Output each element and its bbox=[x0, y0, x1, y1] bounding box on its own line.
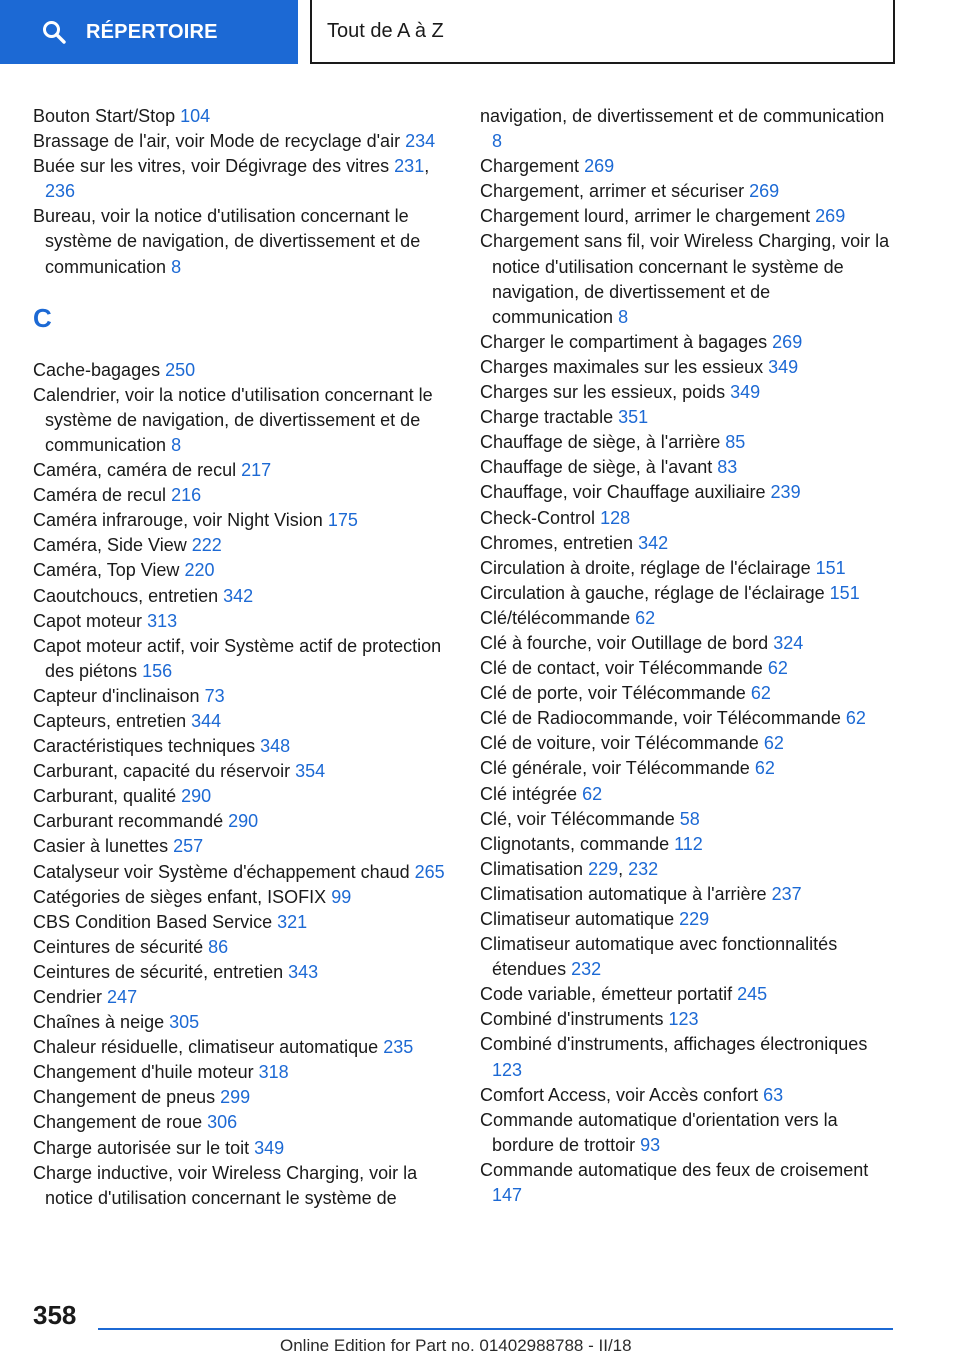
page-link[interactable]: 234 bbox=[405, 131, 436, 152]
index-entry bbox=[33, 533, 448, 558]
index-entry-text: Bouton Start/Stop bbox=[33, 106, 176, 126]
index-entry: Climatisation 229, 232 bbox=[480, 858, 659, 879]
index-entry bbox=[480, 229, 895, 329]
index-entry bbox=[480, 380, 895, 405]
page-link[interactable]: 217 bbox=[241, 460, 272, 481]
page-link[interactable]: 86 bbox=[208, 936, 229, 957]
page-link[interactable]: 344 bbox=[191, 710, 222, 731]
index-entry bbox=[480, 330, 895, 355]
index-entry bbox=[480, 355, 895, 380]
index-entry bbox=[33, 935, 448, 960]
index-entry bbox=[480, 756, 895, 781]
page-link[interactable]: 8 bbox=[171, 434, 182, 455]
index-entry-text: Changement de roue bbox=[33, 1112, 203, 1133]
index-entry bbox=[480, 179, 895, 204]
page-link[interactable]: 62 bbox=[754, 758, 775, 779]
index-entry bbox=[480, 832, 895, 857]
index-group-c bbox=[33, 358, 448, 1211]
page-link[interactable]: 73 bbox=[204, 685, 225, 706]
index-entry bbox=[33, 684, 448, 709]
index-entry-text: CBS Condition Based Service bbox=[33, 911, 273, 932]
index-entry bbox=[33, 104, 448, 129]
page-link[interactable]: 229 bbox=[588, 858, 619, 879]
page-link[interactable]: 232 bbox=[571, 959, 602, 980]
index-column-right bbox=[480, 104, 895, 1208]
tab-label: Tout de A à Z bbox=[327, 19, 444, 42]
page-link[interactable]: 231 bbox=[394, 156, 425, 177]
index-entry-text: Cache-bagages bbox=[33, 359, 161, 380]
index-entry-text: Code variable, émetteur portatif bbox=[480, 984, 733, 1005]
page-link[interactable]: 104 bbox=[180, 106, 211, 126]
index-entry-text: Chaleur résiduelle, climatiseur automatique bbox=[33, 1037, 379, 1058]
index-entry bbox=[33, 834, 448, 859]
index-entry-text: Caméra infrarouge, voir Night Vision bbox=[33, 510, 323, 531]
index-entry-text: Clé de porte, voir Télécommande bbox=[480, 683, 746, 704]
page-link[interactable]: 123 bbox=[668, 1009, 699, 1030]
page-link[interactable]: 151 bbox=[815, 557, 846, 578]
page-link[interactable]: 305 bbox=[169, 1012, 200, 1033]
index-entry bbox=[480, 1007, 895, 1032]
index-entry-text: Chauffage, voir Chauffage auxiliaire bbox=[480, 482, 766, 503]
index-entry bbox=[480, 631, 895, 656]
index-entry-text: Charge inductive, voir Wireless Charging, voir la notice d'utilisation concernant le système de bbox=[33, 1162, 418, 1208]
page-link[interactable]: 62 bbox=[767, 658, 788, 679]
page-link[interactable]: 112 bbox=[674, 833, 703, 854]
index-entry-text: Circulation à gauche, réglage de l'éclairage bbox=[480, 582, 825, 603]
index-entry bbox=[33, 508, 448, 533]
section-letter: C bbox=[33, 302, 52, 333]
index-entry bbox=[33, 910, 448, 935]
index-entry bbox=[33, 1060, 448, 1085]
index-entry-text: Clé de voiture, voir Télécommande bbox=[480, 733, 759, 754]
index-entry bbox=[480, 1108, 895, 1158]
index-entry bbox=[33, 1161, 448, 1211]
index-entry bbox=[33, 1110, 448, 1135]
index-entry bbox=[480, 480, 895, 505]
index-entry-text: Chromes, entretien bbox=[480, 532, 634, 553]
index-entry-text: Casier à lunettes bbox=[33, 836, 169, 857]
page-link[interactable]: 232 bbox=[628, 858, 659, 879]
index-entry bbox=[33, 383, 448, 458]
page-link[interactable]: 222 bbox=[191, 535, 222, 556]
index-entry-text: navigation, de divertissement et de communication bbox=[480, 106, 885, 126]
index-entry bbox=[480, 154, 895, 179]
index-entry bbox=[480, 656, 895, 681]
page-link[interactable]: 175 bbox=[327, 510, 358, 531]
page-link[interactable]: 229 bbox=[679, 909, 710, 929]
index-entry bbox=[33, 1035, 448, 1060]
index-entry bbox=[33, 734, 448, 759]
index-entry bbox=[480, 581, 895, 606]
index-entry-text: Changement de pneus bbox=[33, 1087, 216, 1108]
page-link[interactable]: 349 bbox=[254, 1137, 285, 1158]
page-link[interactable]: 8 bbox=[618, 306, 629, 327]
index-entry-text: Carburant, capacité du réservoir bbox=[33, 761, 291, 782]
page-link[interactable]: 250 bbox=[165, 359, 196, 380]
page-link[interactable]: 269 bbox=[584, 156, 615, 177]
index-entry bbox=[33, 634, 448, 684]
index-entry-text: Buée sur les vitres, voir Dégivrage des vitres bbox=[33, 156, 390, 177]
index-entry bbox=[33, 759, 448, 784]
index-entry bbox=[33, 809, 448, 834]
index-entry-text: Charges sur les essieux, poids bbox=[480, 382, 726, 403]
index-entry-text: Comfort Access, voir Accès confort bbox=[480, 1084, 759, 1105]
index-entry-text: Charger le compartiment à bagages bbox=[480, 331, 768, 352]
page-link[interactable]: 299 bbox=[220, 1087, 251, 1108]
page-link[interactable]: 62 bbox=[750, 683, 771, 704]
index-entry bbox=[480, 104, 895, 154]
index-entry bbox=[480, 606, 895, 631]
index-entry-text: Clé générale, voir Télécommande bbox=[480, 758, 750, 779]
index-entry-text: Carburant, qualité bbox=[33, 786, 177, 807]
index-entry-text: Capteur d'inclinaison bbox=[33, 685, 200, 706]
index-entry-text: Clignotants, commande bbox=[480, 833, 670, 854]
index-entry-text: Chauffage de siège, à l'arrière bbox=[480, 432, 721, 453]
index-entry-text: Combiné d'instruments bbox=[480, 1009, 664, 1030]
index-entry-text: Clé, voir Télécommande bbox=[480, 808, 675, 829]
index-entry-text: Charge autorisée sur le toit bbox=[33, 1137, 250, 1158]
index-group-c-continued bbox=[480, 104, 895, 1208]
page-link[interactable]: 62 bbox=[763, 733, 784, 754]
index-entry-text: Chargement bbox=[480, 156, 580, 177]
page-link[interactable]: 348 bbox=[260, 736, 291, 757]
index-entry-text: Clé/télécommande bbox=[480, 607, 631, 628]
index-entry-text: Chargement sans fil, voir Wireless Charging, voir la notice d'utilisation concernant le système de navigation, de divertissement et de communication bbox=[480, 231, 890, 327]
index-entry-text: Climatisation automatique à l'arrière bbox=[480, 883, 767, 904]
search-icon bbox=[42, 20, 66, 44]
page-link[interactable]: 265 bbox=[414, 861, 445, 882]
index-entry-text: Clé de Radiocommande, voir Télécommande bbox=[480, 708, 841, 729]
index-entry bbox=[33, 129, 448, 154]
index-entry bbox=[480, 1158, 895, 1208]
index-entry-text: Combiné d'instruments, affichages électroniques bbox=[480, 1034, 868, 1055]
page-link[interactable]: 306 bbox=[207, 1112, 238, 1133]
index-entry-text: Changement d'huile moteur bbox=[33, 1062, 254, 1083]
index-entry bbox=[33, 358, 448, 383]
index-entry bbox=[33, 885, 448, 910]
page-link[interactable]: 235 bbox=[383, 1037, 414, 1058]
page-link[interactable]: 93 bbox=[640, 1134, 661, 1155]
index-entry-text: Caméra de recul bbox=[33, 485, 167, 506]
index-entry bbox=[480, 1083, 895, 1108]
index-entry bbox=[33, 1010, 448, 1035]
page-link[interactable]: 342 bbox=[638, 532, 669, 553]
index-entry-text: Caoutchoucs, entretien bbox=[33, 585, 219, 606]
index-entry-text: Charge tractable bbox=[480, 407, 614, 428]
index-entry-text: Commande automatique d'orientation vers la bordure de trottoir bbox=[480, 1109, 838, 1155]
page-link[interactable]: 321 bbox=[277, 911, 308, 932]
index-entry bbox=[480, 907, 895, 932]
index-entry-text: Clé intégrée bbox=[480, 783, 578, 804]
index-entry bbox=[33, 458, 448, 483]
page-link[interactable]: 237 bbox=[771, 883, 802, 904]
index-entry-text: Brassage de l'air, voir Mode de recyclage d'air bbox=[33, 131, 401, 152]
page-link[interactable]: 343 bbox=[288, 961, 319, 982]
page-link[interactable]: 318 bbox=[258, 1062, 289, 1083]
page-link[interactable]: 147 bbox=[492, 1185, 523, 1206]
index-entry bbox=[33, 960, 448, 985]
page-link[interactable]: 85 bbox=[725, 432, 746, 453]
index-entry-text: Calendrier, voir la notice d'utilisation concernant le système de navigation, de divertissement et de communication bbox=[33, 384, 433, 455]
index-entry-text: Caméra, Top View bbox=[33, 560, 180, 581]
index-entry-text: Commande automatique des feux de croisement bbox=[480, 1159, 869, 1180]
repertoire-button[interactable] bbox=[0, 0, 298, 64]
index-entry-text: Chargement, arrimer et sécuriser bbox=[480, 181, 745, 202]
index-entry bbox=[480, 405, 895, 430]
page-link[interactable]: 290 bbox=[228, 811, 259, 832]
index-entry bbox=[33, 1136, 448, 1161]
index-entry-text: Chargement lourd, arrimer le chargement bbox=[480, 206, 811, 227]
index-entry bbox=[33, 860, 448, 885]
index-entry-text: Ceintures de sécurité bbox=[33, 936, 204, 957]
index-entry bbox=[480, 531, 895, 556]
page-link[interactable]: 83 bbox=[717, 457, 738, 478]
page-link[interactable]: 151 bbox=[829, 582, 860, 603]
index-entry bbox=[33, 584, 448, 609]
index-entry bbox=[480, 706, 895, 731]
tab-a-to-z[interactable] bbox=[310, 0, 895, 64]
page-link[interactable]: 324 bbox=[773, 632, 804, 653]
page-link[interactable]: 99 bbox=[331, 886, 352, 907]
index-entry-text: Charges maximales sur les essieux bbox=[480, 356, 764, 377]
index-entry-text: Climatiseur automatique bbox=[480, 909, 675, 929]
page-link[interactable]: 123 bbox=[492, 1059, 523, 1080]
index-entry-text: Capot moteur actif, voir Système actif de protection des piétons bbox=[33, 635, 442, 681]
repertoire-label: RÉPERTOIRE bbox=[86, 20, 218, 43]
index-entry-text: Circulation à droite, réglage de l'éclairage bbox=[480, 557, 811, 578]
index-entry bbox=[33, 558, 448, 583]
index-entry-text: Climatisation bbox=[480, 858, 584, 879]
page-link[interactable]: 269 bbox=[772, 331, 803, 352]
page-link[interactable]: 239 bbox=[770, 482, 801, 503]
index-entry bbox=[480, 556, 895, 581]
footer-divider bbox=[98, 1328, 893, 1330]
index-entry bbox=[480, 204, 895, 229]
index-entry-text: Caméra, Side View bbox=[33, 535, 187, 556]
index-entry bbox=[33, 483, 448, 508]
top-bar bbox=[0, 0, 960, 66]
page-link[interactable]: 247 bbox=[107, 987, 138, 1007]
index-entry-text: Chauffage de siège, à l'avant bbox=[480, 457, 713, 478]
page-link[interactable]: 269 bbox=[815, 206, 846, 227]
page-link[interactable]: 220 bbox=[184, 560, 215, 581]
page-link[interactable]: 8 bbox=[171, 256, 182, 277]
page-link[interactable]: 62 bbox=[582, 783, 603, 804]
page-link[interactable]: 58 bbox=[679, 808, 700, 829]
page-link[interactable]: 349 bbox=[730, 382, 761, 403]
page-link[interactable]: 156 bbox=[142, 660, 173, 681]
index-entry bbox=[33, 709, 448, 734]
index-entry-text: Cendrier bbox=[33, 987, 103, 1007]
page-link[interactable]: 269 bbox=[749, 181, 780, 202]
index-entry bbox=[480, 932, 895, 982]
index-entry bbox=[33, 609, 448, 634]
page-link[interactable]: 216 bbox=[171, 485, 202, 506]
page-link[interactable]: 354 bbox=[295, 761, 326, 782]
index-entry-text: Clé de contact, voir Télécommande bbox=[480, 658, 763, 679]
index-entry-text: Bureau, voir la notice d'utilisation concernant le système de navigation, de divertissement et de communication bbox=[33, 206, 421, 277]
index-entry bbox=[480, 1032, 895, 1082]
index-column-left bbox=[33, 104, 448, 1211]
index-entry-text: Climatiseur automatique avec fonctionnalités étendues bbox=[480, 934, 838, 980]
index-entry: Buée sur les vitres, voir Dégivrage des vitres 231, 236 bbox=[33, 156, 430, 202]
index-entry bbox=[33, 784, 448, 809]
page-link[interactable]: 128 bbox=[600, 507, 631, 528]
index-entry bbox=[480, 882, 895, 907]
index-entry-text: Catégories de sièges enfant, ISOFIX bbox=[33, 886, 327, 907]
page-link[interactable]: 257 bbox=[173, 836, 204, 857]
page-link[interactable]: 290 bbox=[181, 786, 212, 807]
page-link[interactable]: 62 bbox=[635, 607, 656, 628]
index-entry-text: Capteurs, entretien bbox=[33, 710, 187, 731]
page-link[interactable]: 63 bbox=[763, 1084, 784, 1105]
index-entry bbox=[33, 985, 448, 1010]
page-link[interactable]: 342 bbox=[223, 585, 254, 606]
index-entry-text: Caméra, caméra de recul bbox=[33, 460, 237, 481]
index-entry-text: Capot moteur bbox=[33, 610, 143, 631]
index-entry bbox=[480, 681, 895, 706]
page-link[interactable]: 349 bbox=[768, 356, 799, 377]
index-entry-text: Ceintures de sécurité, entretien bbox=[33, 961, 284, 982]
page-link[interactable]: 313 bbox=[147, 610, 178, 631]
page-link[interactable]: 245 bbox=[737, 984, 768, 1005]
index-entry bbox=[480, 982, 895, 1007]
index-entry-text: Carburant recommandé bbox=[33, 811, 224, 832]
page-link[interactable]: 8 bbox=[492, 131, 503, 152]
index-entry-text: Caractéristiques techniques bbox=[33, 736, 256, 757]
index-entry bbox=[480, 782, 895, 807]
index-entry-text: Catalyseur voir Système d'échappement chaud bbox=[33, 861, 410, 882]
index-entry bbox=[480, 807, 895, 832]
index-entry bbox=[480, 506, 895, 531]
edition-footer: Online Edition for Part no. 01402988788 - II/18 bbox=[280, 1336, 632, 1355]
index-entry-text: Check-Control bbox=[480, 507, 596, 528]
page-link[interactable]: 62 bbox=[845, 708, 866, 729]
page-link[interactable]: 236 bbox=[45, 181, 76, 202]
index-entry-text: Clé à fourche, voir Outillage de bord bbox=[480, 632, 769, 653]
index-entry bbox=[480, 430, 895, 455]
index-entry-text: Chaînes à neige bbox=[33, 1012, 165, 1033]
page-link[interactable]: 351 bbox=[618, 407, 649, 428]
index-group-b bbox=[33, 104, 448, 280]
index-entry bbox=[33, 204, 448, 279]
page-number: 358 bbox=[33, 1300, 77, 1330]
index-entry bbox=[480, 731, 895, 756]
index-entry bbox=[480, 455, 895, 480]
index-entry bbox=[33, 1085, 448, 1110]
